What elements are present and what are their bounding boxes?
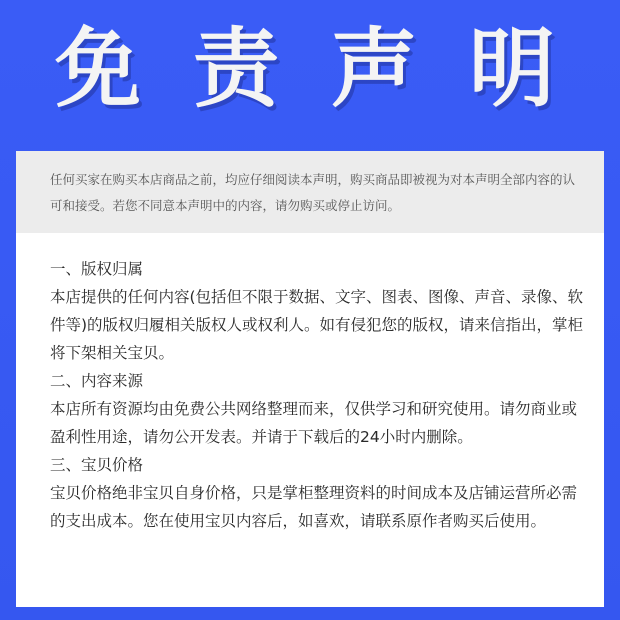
page-title: 免责声明 [55, 19, 607, 119]
section-text-copyright: 本店提供的任何内容(包括但不限于数据、文字、图表、图像、声音、录像、软件等)的版权归履相关版权人或权利人。如有侵犯您的版权，请来信指出，掌柜将下架相关宝贝。 [50, 288, 584, 362]
section-text-price: 宝贝价格绝非宝贝自身价格，只是掌柜整理资料的时间成本及店铺运营所必需的支出成本。您在使用宝贝内容后，如喜欢，请联系原作者购买后使用。 [50, 484, 578, 530]
disclaimer-body [16, 233, 604, 535]
section-heading-price: 三、宝贝价格 [50, 456, 144, 474]
disclaimer-panel [16, 151, 604, 607]
section-heading-source: 二、内容来源 [50, 372, 144, 390]
notice-banner: 任何买家在购买本店商品之前，均应仔细阅读本声明，购买商品即被视为对本声明全部内容的认可和接受。若您不同意本声明中的内容，请勿购买或停止访问。 [16, 151, 604, 233]
section-text-source: 本店所有资源均由免费公共网络整理而来，仅供学习和研究使用。请勿商业或盈利性用途，请勿公开发表。并请于下载后的24小时内删除。 [50, 400, 578, 446]
section-heading-copyright: 一、版权归属 [50, 260, 144, 278]
